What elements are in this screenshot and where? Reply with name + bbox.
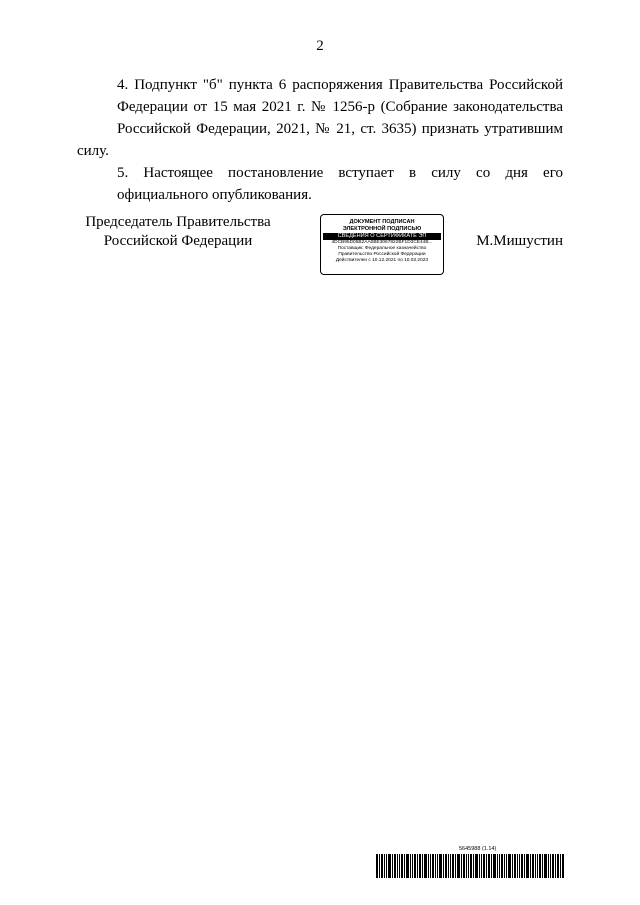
signer-title-line-1: Председатель Правительства	[85, 214, 271, 230]
signer-title	[60, 213, 296, 251]
paragraph-5-line-1: 5. Настоящее постановление вступает в силу со дня его	[117, 165, 563, 181]
stamp-serial: 4DCB95D05B2AA0BE3067822BF1D3CE44B...	[331, 240, 433, 245]
stamp-provider-line-1: Поставщик: Федеральное казначейство	[337, 246, 427, 251]
signer-title-line-2: Российской Федерации	[103, 233, 253, 249]
stamp-validity: Действителен с 10.12.2021 по 10.03.2023	[335, 258, 429, 263]
paragraph-5-line-2: официального опубликования.	[117, 187, 312, 203]
barcode	[376, 854, 564, 878]
paragraph-5	[77, 162, 563, 206]
paragraph-4-line-1: 4. Подпункт "б" пункта 6 распоряжения Правительства Российской	[117, 77, 563, 93]
paragraph-4	[77, 74, 563, 162]
document-body	[77, 74, 563, 206]
electronic-signature-stamp	[320, 214, 444, 275]
paragraph-4-line-3: Российской Федерации, 2021, № 21, ст. 3635) признать утратившим силу.	[77, 121, 563, 159]
stamp-heading	[321, 219, 443, 232]
page-number: 2	[316, 38, 324, 54]
stamp-heading-line-1: ДОКУМЕНТ ПОДПИСАН	[349, 219, 415, 225]
signer-name: М.Мишустин	[476, 233, 563, 249]
barcode-code: 5645988 (1.14)	[459, 846, 497, 852]
paragraph-4-line-2: Федерации от 15 мая 2021 г. № 1256-р (Собрание законодательства	[117, 99, 563, 115]
stamp-provider-line-2: Правительство Российской Федерации	[338, 252, 426, 257]
stamp-heading-line-2: ЭЛЕКТРОННОЙ ПОДПИСЬЮ	[342, 225, 422, 232]
stamp-certificate-band: СВЕДЕНИЯ О СЕРТИФИКАТЕ ЭП	[323, 233, 441, 240]
barcode-bars	[376, 854, 564, 878]
